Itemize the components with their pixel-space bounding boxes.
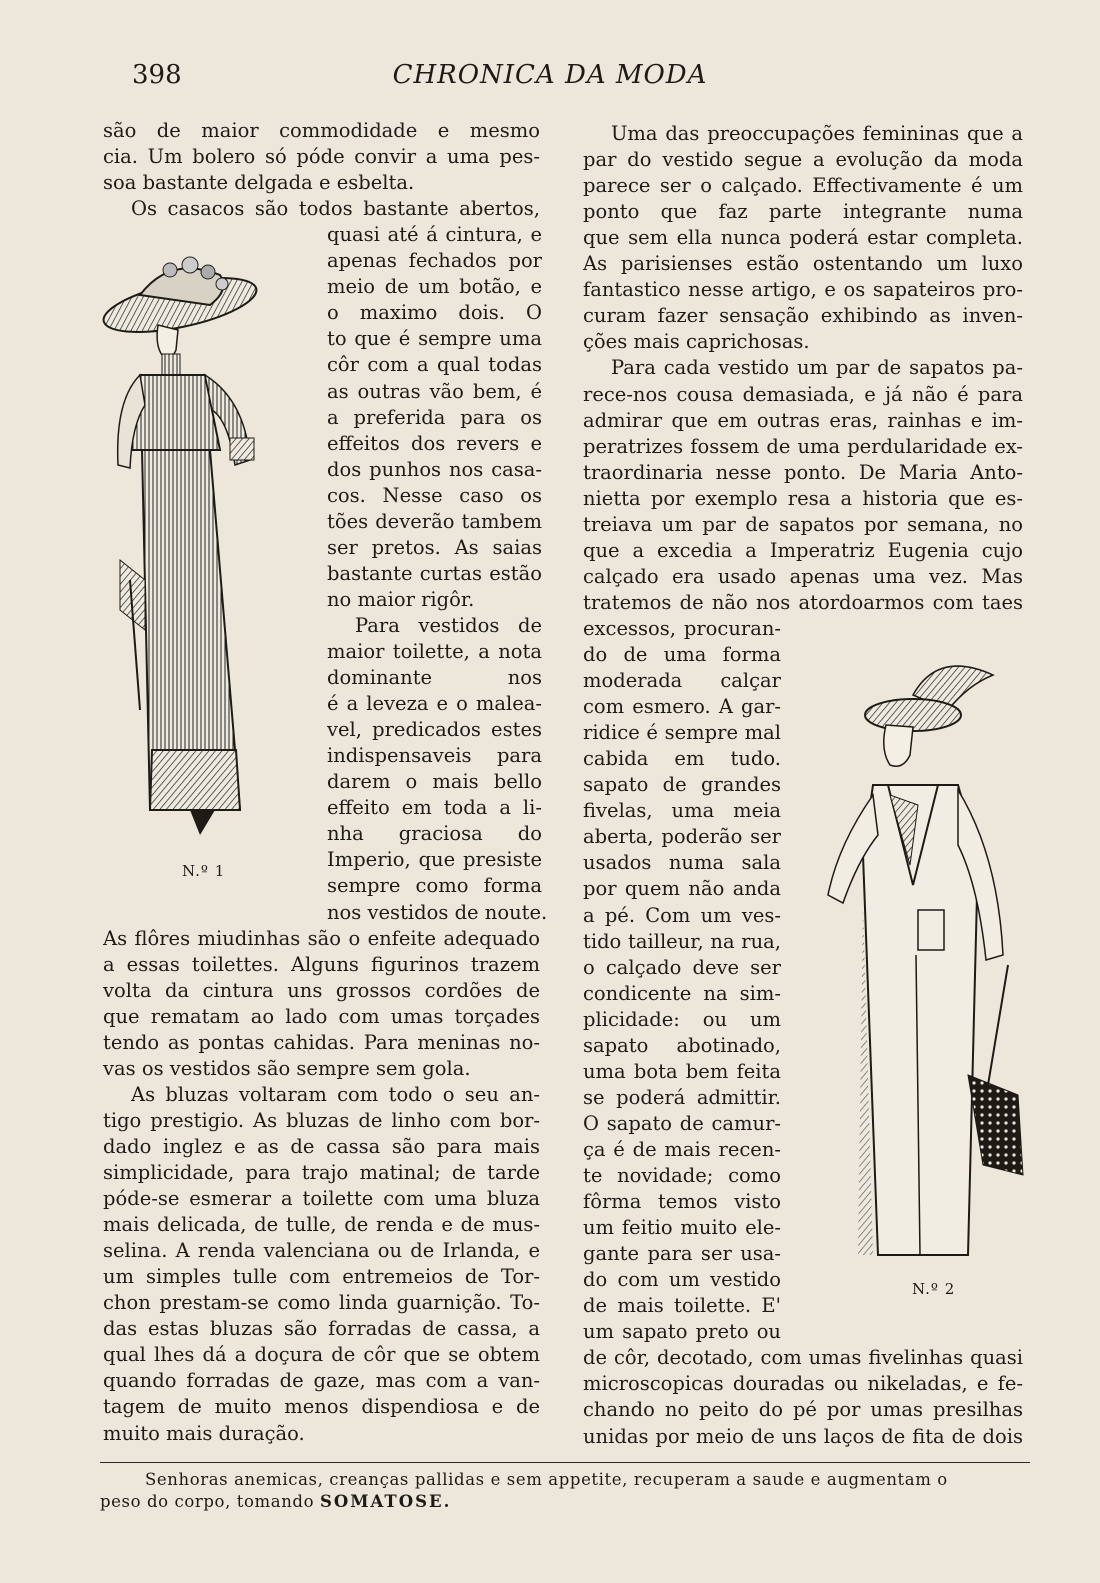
left-col-line: tagem de muito menos dispendiosa e de <box>103 1395 540 1419</box>
left-col-line: muito mais duração. <box>103 1421 305 1445</box>
footer-rule <box>100 1462 1030 1463</box>
left-col-line: vas os vestidos são sempre sem gola. <box>103 1056 471 1080</box>
right-col-line: aberta, poderão ser <box>583 825 781 849</box>
left-col-line: sempre como forma <box>327 874 542 898</box>
left-col-line: dado inglez e as de cassa são para mais <box>103 1134 540 1158</box>
left-col-line: que rematam ao lado com umas torçades <box>103 1004 540 1028</box>
right-col-line: de côr, decotado, com umas fivelinhas quasi <box>583 1346 1023 1370</box>
left-col-line: bastante curtas estão <box>327 561 542 585</box>
right-col-line: usados numa sala <box>583 851 781 875</box>
right-col-line: cabida em tudo. <box>583 747 781 771</box>
left-col-line: to que é sempre uma <box>327 327 542 351</box>
left-col-line: apenas fechados por <box>327 249 542 273</box>
right-col-line: chando no peito do pé por umas presilhas <box>583 1398 1023 1422</box>
left-col-line: effeitos dos revers e <box>327 431 542 455</box>
left-col-line: côr com a qual todas <box>327 353 542 377</box>
left-col-line: ser pretos. As saias <box>327 535 542 559</box>
right-col-line: nietta por exemplo resa a historia que es- <box>583 486 1023 510</box>
right-col-line: do com um vestido <box>583 1268 781 1292</box>
running-head: CHRONICA DA MODA <box>392 60 708 90</box>
left-col-line: indispensaveis para <box>327 744 542 768</box>
left-col-line: tões deverão tambem <box>327 509 542 533</box>
left-col-line: Imperio, que presiste <box>327 848 542 872</box>
right-col-line: Uma das preoccupações femininas que a <box>611 122 1023 145</box>
right-col-line: treiava um par de sapatos por semana, no <box>583 512 1023 536</box>
figure-2-illustration <box>818 655 1028 1275</box>
right-col-line: traordinaria nesse ponto. De Maria Anto- <box>583 460 1023 484</box>
left-col-line: a preferida para os <box>327 405 542 429</box>
left-col-line: cos. Nesse caso os <box>327 483 542 507</box>
left-col-line: nha graciosa do <box>327 822 542 846</box>
left-col-line: quando forradas de gaze, mas com a van- <box>103 1369 540 1393</box>
somatose-brand: SOMATOSE. <box>319 1492 452 1511</box>
left-col-line: meio de um botão, e <box>327 275 542 299</box>
left-col-line: effeito em toda a li- <box>327 796 542 820</box>
figure-2-caption: N.º 2 <box>912 1280 956 1298</box>
left-col-line: simplicidade, para trajo matinal; de tarde <box>103 1161 540 1184</box>
left-col-line: no maior rigôr. <box>327 587 475 611</box>
footer-line-2 <box>100 1492 451 1511</box>
right-col-line: tratemos de não nos atordoarmos com taes <box>583 590 1023 614</box>
left-col-line: nos vestidos de noute. <box>327 900 548 924</box>
right-col-line: fantastico nesse artigo, e os sapateiros pro- <box>583 278 1023 302</box>
left-col-line: soa bastante delgada e esbelta. <box>103 171 415 195</box>
left-col-line: Os casacos são todos bastante abertos, <box>131 197 540 221</box>
right-col-line: ções mais caprichosas. <box>583 330 810 354</box>
left-col-line: dos punhos nos casa- <box>327 457 542 481</box>
left-col-line: quasi até á cintura, e <box>327 223 542 247</box>
left-col-line: dominante nos <box>327 666 542 690</box>
right-col-line: ridice é sempre mal <box>583 721 781 745</box>
figure-1-caption: N.º 1 <box>182 862 226 880</box>
right-col-line: Para cada vestido um par de sapatos pa- <box>611 356 1023 380</box>
right-col-line: que sem ella nunca poderá estar completa. <box>583 226 1023 250</box>
right-col-line: fôrma temos visto <box>583 1190 781 1214</box>
right-col-line: do de uma forma <box>583 643 781 666</box>
right-col-line: parece ser o calçado. Effectivamente é um <box>583 174 1023 198</box>
left-col-line: darem o mais bello <box>327 770 542 794</box>
right-col-line: por quem não anda <box>583 877 781 901</box>
right-col-line: se poderá admittir. <box>583 1085 781 1109</box>
left-col-line: qual lhes dá a doçura de côr que se obtem <box>103 1343 540 1367</box>
right-col-line: O sapato de camur- <box>583 1111 781 1135</box>
right-col-line: rece-nos cousa demasiada, e já não é para <box>583 382 1023 406</box>
right-col-line: excessos, procuran- <box>583 616 781 640</box>
right-col-line: um sapato preto ou <box>583 1320 781 1344</box>
right-col-line: que a excedia a Imperatriz Eugenia cujo <box>583 538 1023 562</box>
right-col-line: com esmero. A gar- <box>583 695 781 719</box>
left-col-line: chon prestam-se como linda guarnição. To- <box>103 1291 540 1315</box>
right-col-line: condicente na sim- <box>583 981 781 1005</box>
left-col-line: são de maior commodidade e mesmo <box>103 119 540 142</box>
left-col-line: maior toilette, a nota <box>327 640 542 663</box>
right-col-line: curam fazer sensação exhibindo as inven- <box>583 304 1023 328</box>
left-col-line: das estas bluzas são forradas de cassa, a <box>103 1317 540 1341</box>
right-col-line: unidas por meio de uns laços de fita de dois <box>583 1424 1023 1448</box>
left-col-line: mais delicada, de tulle, de renda e de mus- <box>103 1213 540 1237</box>
right-col-line: ça é de mais recen- <box>583 1137 781 1161</box>
right-col-line: calçado era usado apenas uma vez. Mas <box>583 564 1023 588</box>
right-col-line: sapato abotinado, <box>583 1033 781 1057</box>
right-col-line: de mais toilette. E' <box>583 1294 781 1318</box>
left-col-line: selina. A renda valenciana ou de Irlanda, e <box>103 1239 540 1263</box>
left-col-line: é a leveza e o malea- <box>327 692 542 716</box>
right-col-line: tido tailleur, na rua, <box>583 929 781 953</box>
right-col-line: a pé. Com um ves- <box>583 903 781 927</box>
right-col-line: um feitio muito ele- <box>583 1216 781 1240</box>
right-col-line: microscopicas douradas ou nikeladas, e fe- <box>583 1372 1023 1396</box>
left-col-line: tendo as pontas cahidas. Para meninas no- <box>103 1030 540 1054</box>
left-col-line: Para vestidos de <box>355 613 542 637</box>
left-col-line: volta da cintura uns grossos cordões de <box>103 978 540 1002</box>
left-col-line: As flôres miudinhas são o enfeite adequado <box>103 926 540 950</box>
right-col-line: o calçado deve ser <box>583 955 781 979</box>
left-col-line: um simples tulle com entremeios de Tor- <box>103 1265 540 1289</box>
left-col-line: póde-se esmerar a toilette com uma bluza <box>103 1187 540 1211</box>
left-col-line: o maximo dois. O <box>327 301 542 325</box>
left-col-line: a essas toilettes. Alguns figurinos trazem <box>103 952 540 976</box>
right-col-line: admirar que em outras eras, rainhas e im- <box>583 408 1023 432</box>
left-col-line: as outras vão bem, é <box>327 379 542 403</box>
right-col-line: gante para ser usa- <box>583 1242 781 1266</box>
right-col-line: uma bota bem feita <box>583 1059 781 1083</box>
page-number: 398 <box>132 60 182 90</box>
left-col-line: tigo prestigio. As bluzas de linho com bor- <box>103 1108 540 1132</box>
right-col-line: As parisienses estão ostentando um luxo <box>583 252 1023 276</box>
left-col-line: As bluzas voltaram com todo o seu an- <box>131 1082 540 1106</box>
right-col-line: te novidade; como <box>583 1164 781 1187</box>
right-col-line: peratrizes fossem de uma perdularidade ex- <box>583 434 1023 458</box>
left-col-line: cia. Um bolero só póde convir a uma pes- <box>103 145 540 169</box>
figure-1-illustration <box>100 250 300 850</box>
footer-line-2-text: peso do corpo, tomando <box>100 1492 320 1511</box>
right-col-line: par do vestido segue a evolução da moda <box>583 148 1023 172</box>
right-col-line: sapato de grandes <box>583 773 781 797</box>
right-col-line: moderada calçar <box>583 669 781 693</box>
right-col-line: plicidade: ou um <box>583 1007 781 1031</box>
footer-line-1: Senhoras anemicas, creanças pallidas e sem appetite, recuperam a saude e augmentam o <box>145 1470 948 1489</box>
left-col-line: vel, predicados estes <box>327 718 542 742</box>
right-col-line: fivelas, uma meia <box>583 799 781 823</box>
right-col-line: ponto que faz parte integrante numa <box>583 200 1023 224</box>
